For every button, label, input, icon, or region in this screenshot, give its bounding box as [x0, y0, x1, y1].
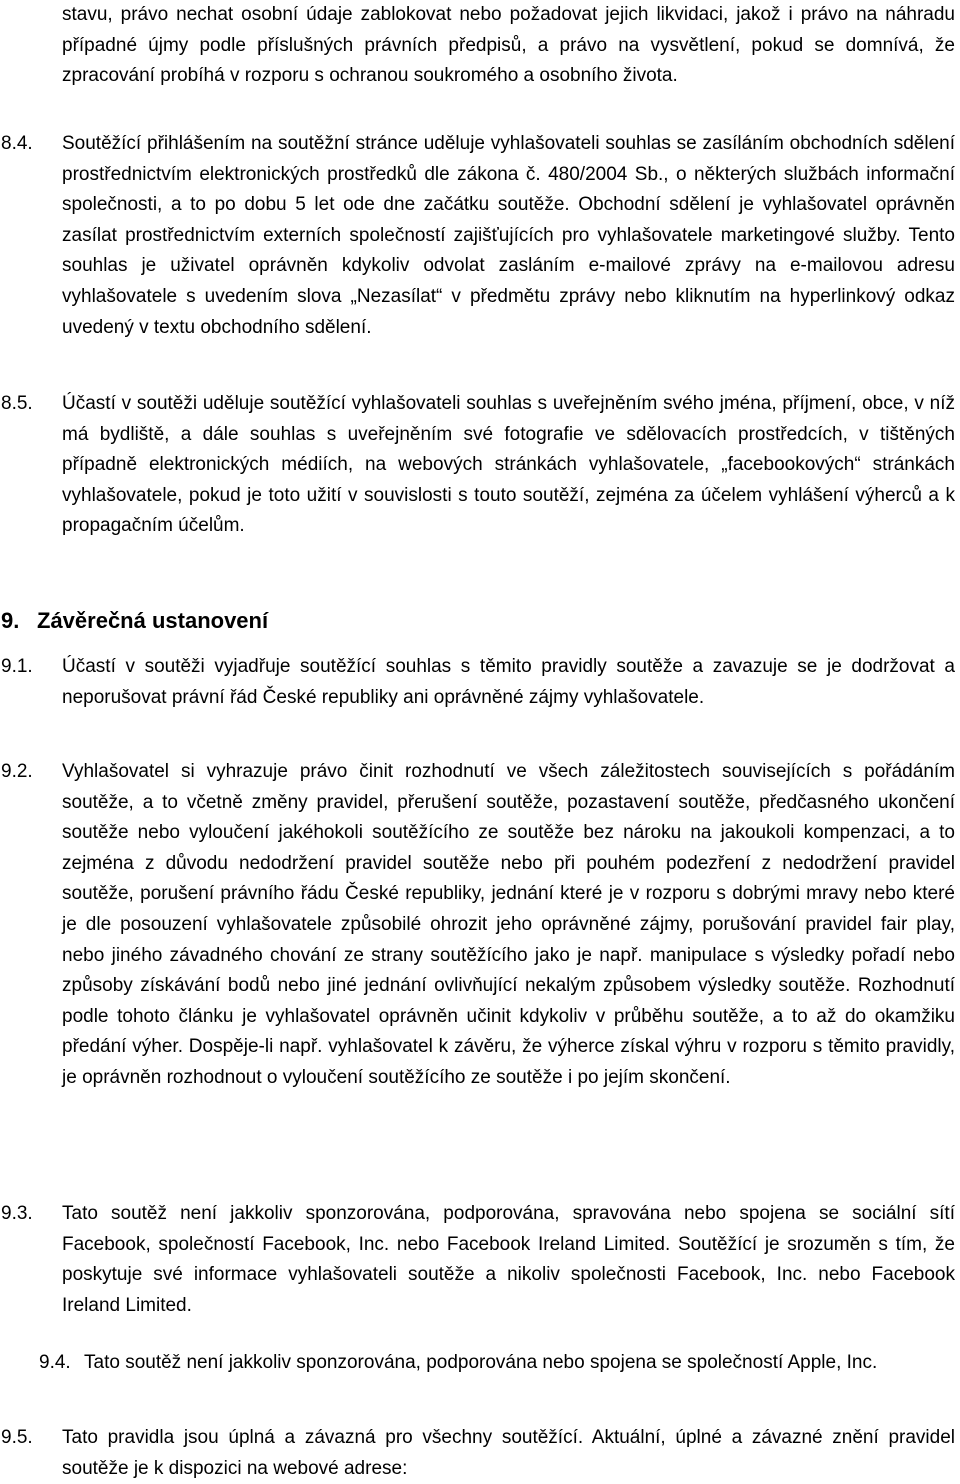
clause-text: Soutěžící přihlášením na soutěžní stránce uděluje vyhlašovateli souhlas se zasíláním obchodních sdělení prostřednictvím elektronických prostředků dle zákona č. 480/2004 Sb., o některých službách informační společnosti, a to po dobu 5 let ode dne začátku soutěže. Obchodní sdělení je vyhlašovatel oprávněn zasílat prostřednictvím externích společností zajišťujících pro vyhlašovatele marketingové služby. Tento souhlas je uživatel oprávněn kdykoliv odvolat zasláním e-mailové zprávy na e-mailovou adresu vyhlašovatele s uvedením slova „Nezasílat“ v předmětu zprávy nebo kliknutím na hyperlinkový odkaz uvedený v textu obchodního sdělení.	[62, 133, 955, 338]
clause-text: Účastí v soutěži uděluje soutěžící vyhlašovateli souhlas s uveřejněním svého jména, příjmení, obce, v níž má bydliště, a dále souhlas s uveřejněním své fotografie ve sdělovacích prostředcích, v tištěných případně elektronických médiích, na webových stránkách vyhlašovatele, „facebookových“ stránkách vyhlašovatele, pokud je toto užití v souvislosti s touto soutěží, zejména za účelem vyhlášení výherců a k propagačním účelům.	[62, 393, 955, 537]
section-number: 9.	[1, 608, 20, 633]
clause-text: Účastí v soutěži vyjadřuje soutěžící souhlas s těmito pravidly soutěže a zavazuje se je dodržovat a neporušovat právní řád České republiky ani oprávněné zájmy vyhlašovatele.	[62, 656, 955, 708]
clause-text: Vyhlašovatel si vyhrazuje právo činit rozhodnutí ve všech záležitostech souvisejících s pořádáním soutěže, a to včetně změny pravidel, přerušení soutěže, pozastavení soutěže, předčasného ukončení soutěže nebo vyloučení jakéhokoli soutěžícího ze soutěže bez nároku na jakoukoli kompenzaci, a to zejména z důvodu nedodržení pravidel soutěže nebo při pouhém podezření z nedodržení pravidel soutěže, porušení právního řádu České republiky, jednání které je v rozporu s dobrými mravy nebo které je dle posouzení vyhlašovatele způsobilé ohrozit jeho oprávněné zájmy, porušování pravidel fair play, nebo jiného závadného chování ze strany soutěžícího jako je např. manipulace s výsledky pořadí nebo způsoby získávání bodů nebo jiné jednání ovlivňující nekalým způsobem výsledky soutěže. Rozhodnutí podle tohoto článku je vyhlašovatel oprávněn učinit kdykoliv v průběhu soutěže, a to až do okamžiku předání výher. Dospěje-li např. vyhlašovatel k závěru, že výherce získal výhru v rozporu s těmito pravidly, je oprávněn rozhodnout o vyloučení soutěžícího ze soutěže i po jejím skončení.	[62, 761, 955, 1088]
clause-text: Tato pravidla jsou úplná a závazná pro všechny soutěžící. Aktuální, úplné a závazné znění pravidel soutěže je k dispozici na webové adrese:	[62, 1427, 955, 1479]
clause-text: Tato soutěž není jakkoliv sponzorována, podporována nebo spojena se společností Apple, Inc.	[84, 1352, 878, 1373]
continuation-paragraph: stavu, právo nechat osobní údaje zablokovat nebo požadovat jejich likvidaci, jakož i právo na náhradu případné újmy podle příslušných právních předpisů, a právo na vysvětlení, pokud se domnívá, že zpracování probíhá v rozporu s ochranou soukromého a osobního života.	[62, 4, 955, 87]
section-title: Závěrečná ustanovení	[37, 608, 269, 633]
clause-number: 9.1.	[1, 656, 33, 677]
clause-number: 9.3.	[1, 1203, 33, 1224]
clause-number: 8.5.	[1, 393, 33, 414]
section-heading	[1, 606, 268, 636]
clause-number: 9.5.	[1, 1427, 33, 1448]
clause-number: 9.2.	[1, 761, 33, 782]
clause-number: 8.4.	[1, 133, 33, 154]
clause-number: 9.4.	[39, 1352, 71, 1373]
clause-text: Tato soutěž není jakkoliv sponzorována, podporována, spravována nebo spojena se sociální sítí Facebook, společností Facebook, Inc. nebo Facebook Ireland Limited. Soutěžící je srozuměn s tím, že poskytuje své informace vyhlašovateli soutěže a nikoliv společnosti Facebook, Inc. nebo Facebook Ireland Limited.	[62, 1203, 955, 1316]
